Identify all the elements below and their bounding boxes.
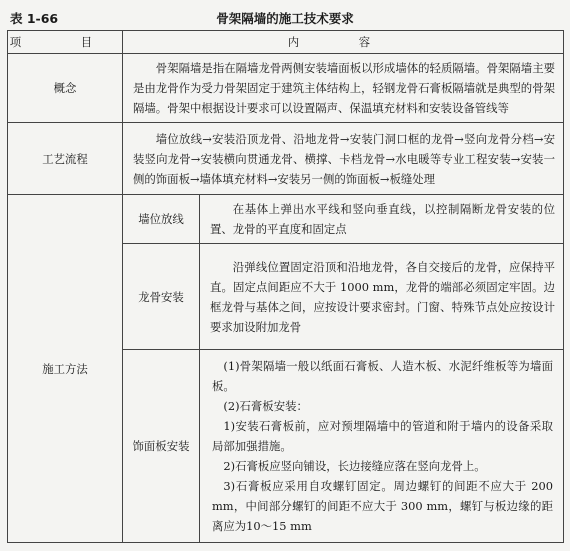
- row-method-label: 施工方法: [8, 195, 123, 543]
- row-process-label: 工艺流程: [8, 123, 123, 195]
- row-concept-label: 概念: [8, 54, 123, 123]
- panel-line: 1)安装石膏板前，应对预埋隔墙中的管道和附于墙内的设备采取局部加强措施。: [212, 419, 553, 453]
- sub-text-panel: [200, 350, 564, 543]
- sub-label-layout: 墙位放线: [123, 195, 200, 244]
- row-method-1: [8, 195, 564, 244]
- table-caption: [10, 6, 560, 30]
- row-process: [8, 123, 564, 195]
- header-item: 项 目: [8, 31, 123, 54]
- sub-label-panel: 饰面板安装: [123, 350, 200, 543]
- table-number: 表 1-66: [10, 11, 59, 26]
- header-row: [8, 31, 564, 54]
- header-content: 内 容: [123, 31, 564, 54]
- panel-line: 3)石膏板应采用自攻螺钉固定。周边螺钉的间距不应大于 200 mm，中间部分螺钉的间距不应大于 300 mm，螺钉与板边缘的距离应为10～15 mm: [212, 479, 553, 533]
- sub-text-keel: 沿弹线位置固定沿顶和沿地龙骨，各自交接后的龙骨，应保持平直。固定点间距应不大于 1000 mm，龙骨的端部必须固定牢固。边框龙骨与基体之间，应按设计要求密封。门窗、特殊节点处应按设计要求加设附加龙骨: [210, 259, 555, 334]
- panel-line: (1)骨架隔墙一般以纸面石膏板、人造木板、水泥纤维板等为墙面板。: [212, 359, 553, 393]
- spec-table: [7, 30, 564, 543]
- row-concept: [8, 54, 564, 123]
- table-title: 骨架隔墙的施工技术要求: [216, 11, 354, 26]
- panel-line: 2)石膏板应竖向铺设，长边接缝应落在竖向龙骨上。: [223, 459, 486, 473]
- sub-text-layout: 在基体上弹出水平线和竖向垂直线，以控制隔断龙骨安装的位置、龙骨的平直度和固定点: [210, 202, 555, 236]
- panel-line: (2)石膏板安装：: [223, 399, 308, 413]
- sub-label-keel: 龙骨安装: [123, 244, 200, 350]
- row-concept-text: 骨架隔墙是指在隔墙龙骨两侧安装墙面板以形成墙体的轻质隔墙。骨架隔墙主要是由龙骨作为受力骨架固定于建筑主体结构上，轻钢龙骨石膏板隔墙就是典型的骨架隔墙。骨架中根据设计要求可以设置隔声、保温填充材料和安装设备管线等: [133, 61, 555, 115]
- row-process-text: 墙位放线→安装沿顶龙骨、沿地龙骨→安装门洞口框的龙骨→竖向龙骨分档→安装竖向龙骨→安装横向贯通龙骨、横撑、卡档龙骨→水电暖等专业工程安装→安装一侧的饰面板→墙体填充材料→安装另一侧的饰面板→板缝处理: [133, 131, 555, 186]
